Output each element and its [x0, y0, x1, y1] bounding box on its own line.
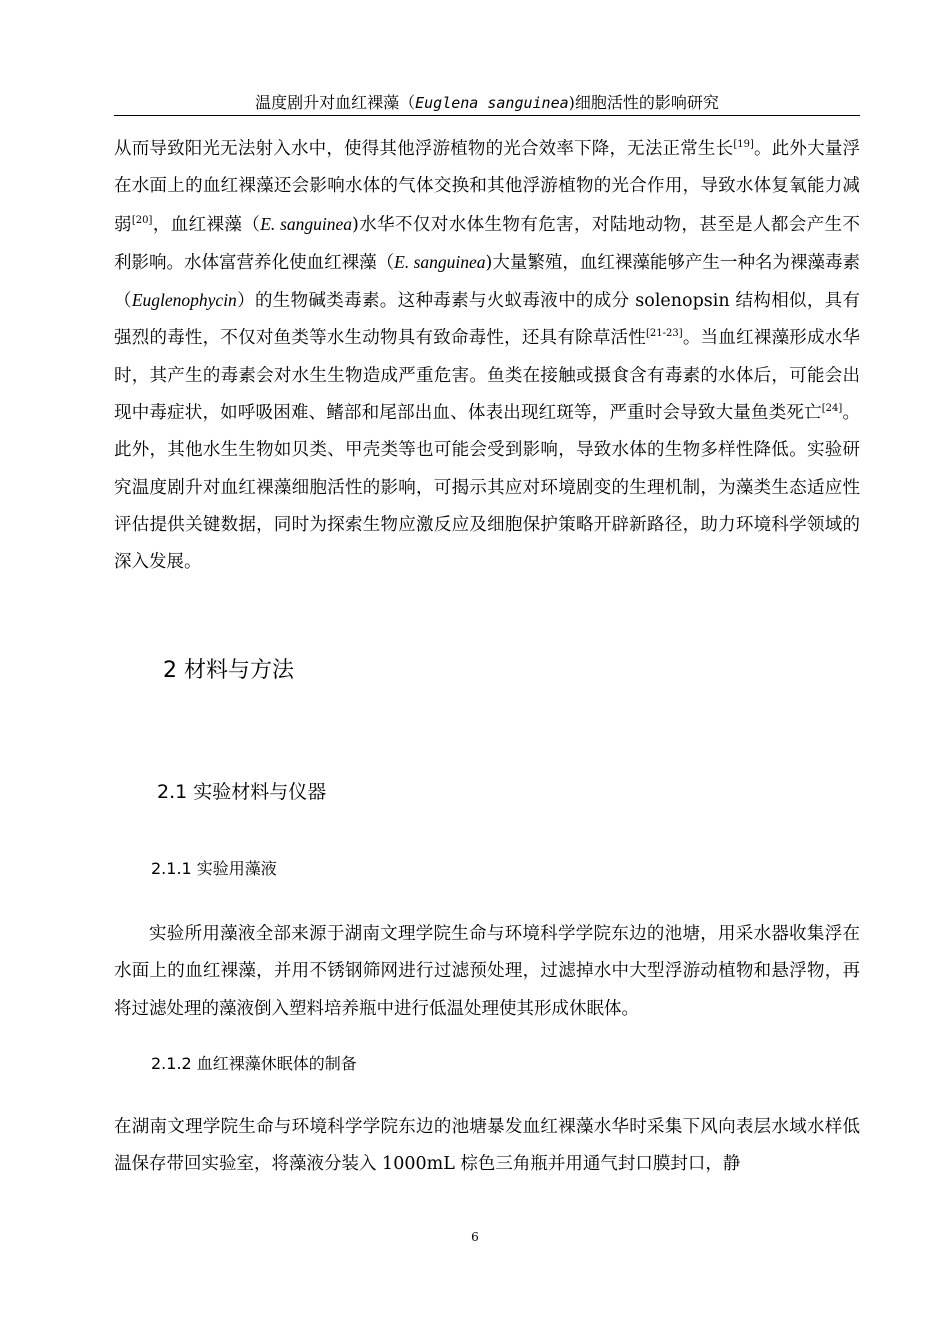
body-paragraph-1: 从而导致阳光无法射入水中，使得其他浮游植物的光合效率下降，无法正常生长[19]。此外大量浮在水面上的血红裸藻还会影响水体的气体交换和其他浮游植物的光合作用，导致水体复氧能力减弱[20]，血红裸藻（E. sanguinea)水华不仅对水体生物有危害，对陆地动物，甚至是人都会产生不利影响。水体富营养化使血红裸藻（E. sanguinea)大量繁殖，血红裸藻能够产生一种名为裸藻毒素（Euglenophycin）的生物碱类毒素。这种毒素与火蚁毒液中的成分 solenopsin 结构相似，具有强烈的毒性，不仅对鱼类等水生动物具有致命毒性，还具有除草活性[21-23]。当血红裸藻形成水华时，其产生的毒素会对水生生物造成严重危害。鱼类在接触或摄食含有毒素的水体后，可能会出现中毒症状，如呼吸困难、鳍部和尾部出血、体表出现红斑等，严重时会导致大量鱼类死亡[24]。此外，其他水生生物如贝类、甲壳类等也可能会受到影响，导致水体的生物多样性降低。实验研究温度剧升对血红裸藻细胞活性的影响，可揭示其应对环境剧变的生理机制，为藻类生态适应性评估提供关键数据，同时为探索生物应激反应及细胞保护策略开辟新路径，助力环境科学领域的深入发展。: [114, 139, 861, 573]
body-paragraph-2-1-2: 在湖南文理学院生命与环境科学学院东边的池塘暴发血红裸藻水华时采集下风向表层水域水样低温保存带回实验室，将藻液分装入 1000mL 棕色三角瓶并用通气封口膜封口，静: [114, 1117, 860, 1175]
species-name: E. sanguinea: [394, 251, 486, 272]
citation-ref: [19]: [733, 139, 754, 150]
citation-ref: [24]: [821, 403, 843, 415]
section-heading-2: 2 材料与方法: [163, 658, 294, 683]
header-title-pre: 温度剧升对血红裸藻（: [255, 93, 416, 112]
citation-ref: [21-23]: [646, 328, 683, 340]
section-heading-2-1: 2.1 实验材料与仪器: [157, 781, 327, 803]
running-header: [114, 93, 860, 116]
section-heading-2-1-1: 2.1.1 实验用藻液: [151, 859, 277, 878]
species-name: E. sanguinea: [260, 213, 353, 234]
section-heading-2-1-2: 2.1.2 血红裸藻休眠体的制备: [151, 1054, 357, 1073]
header-title-post: )细胞活性的影响研究: [568, 93, 719, 112]
header-title-latin: Euglena sanguinea: [415, 94, 569, 112]
citation-ref: [20]: [131, 214, 153, 226]
page-number: 6: [471, 1230, 479, 1244]
body-paragraph-2-1-1: 实验所用藻液全部来源于湖南文理学院生命与环境科学学院东边的池塘，用采水器收集浮在水面上的血红裸藻，并用不锈钢筛网进行过滤预处理，过滤掉水中大型浮游动植物和悬浮物，再将过滤处理的藻液倒入塑料培养瓶中进行低温处理使其形成休眠体。: [114, 924, 860, 1019]
toxin-name: Euglenophycin: [131, 290, 237, 311]
